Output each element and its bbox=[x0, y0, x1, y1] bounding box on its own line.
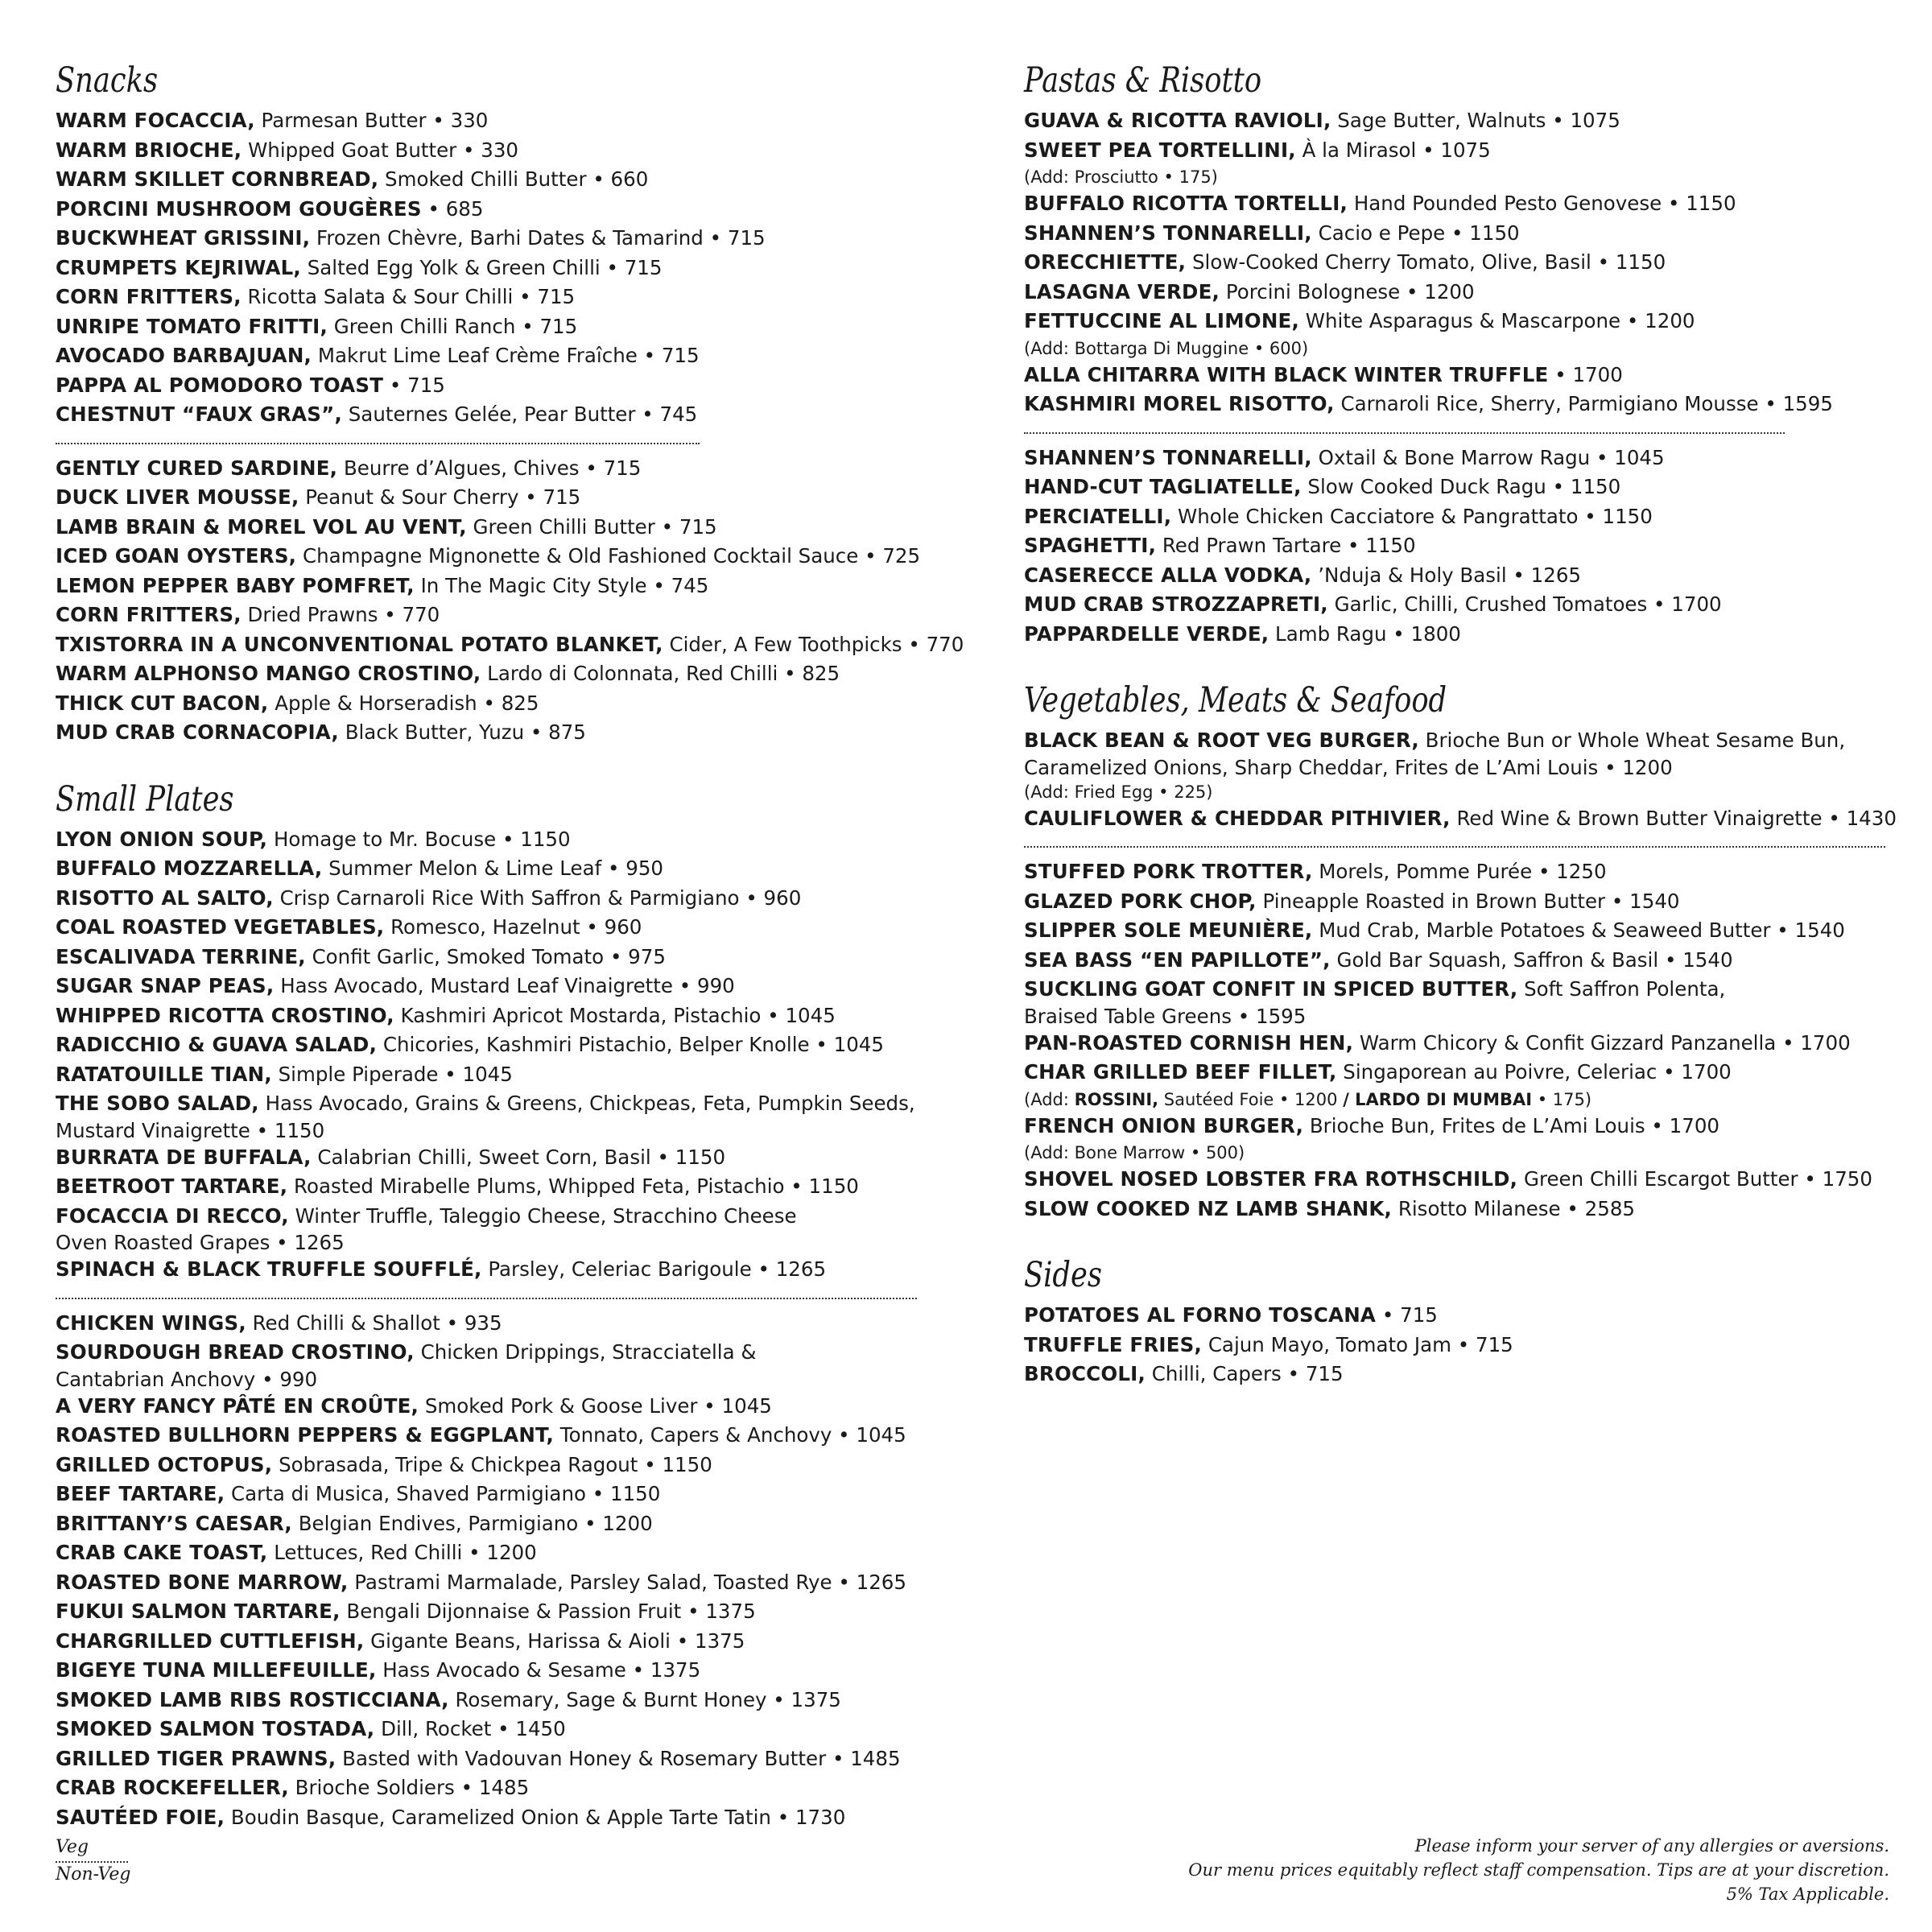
small-plates-veg-list bbox=[56, 825, 973, 1285]
dish-description-price: Apple & Horseradish • 825 bbox=[268, 691, 539, 715]
veg-nonveg-divider bbox=[56, 443, 700, 444]
menu-item bbox=[56, 283, 973, 312]
snacks-nonveg-list bbox=[56, 454, 973, 748]
dish-name: THE SOBO SALAD, bbox=[56, 1092, 259, 1115]
dish-name: BRITTANY’S CAESAR, bbox=[56, 1511, 292, 1535]
menu-item bbox=[1024, 804, 1901, 834]
addon-part: ROSSINI, bbox=[1074, 1089, 1159, 1109]
dish-name: BROCCOLI, bbox=[1024, 1362, 1146, 1385]
dish-description-continued: Oven Roasted Grapes • 1265 bbox=[56, 1231, 345, 1254]
dish-name: FOCACCIA DI RECCO, bbox=[56, 1203, 289, 1228]
dish-name: CRAB ROCKEFELLER, bbox=[56, 1776, 289, 1799]
dish-description-price: Garlic, Chilli, Crushed Tomatoes • 1700 bbox=[1327, 592, 1722, 616]
dish-description-price: Red Chilli & Shallot • 935 bbox=[246, 1311, 502, 1335]
dish-name: SMOKED LAMB RIBS ROSTICCIANA, bbox=[56, 1687, 449, 1711]
dish-description-continued: Braised Table Greens • 1595 bbox=[1024, 1004, 1307, 1028]
menu-item bbox=[1024, 946, 1901, 976]
dish-name: LYON ONION SOUP, bbox=[56, 827, 268, 851]
menu-item bbox=[56, 513, 973, 543]
dish-description-price: Cider, A Few Toothpicks • 770 bbox=[663, 632, 964, 656]
sides-list bbox=[1024, 1301, 1901, 1389]
dish-description-price: Black Butter, Yuzu • 875 bbox=[338, 720, 586, 744]
menu-item bbox=[1024, 1112, 1901, 1166]
menu-item bbox=[56, 371, 973, 401]
menu-item bbox=[56, 454, 973, 484]
dish-name: WHIPPED RICOTTA CROSTINO, bbox=[56, 1003, 394, 1027]
menu-item bbox=[1024, 390, 1901, 419]
dish-description-price: • 1700 bbox=[1548, 362, 1623, 386]
dish-name: PAPPARDELLE VERDE, bbox=[1024, 621, 1269, 646]
dish-name: GUAVA & RICOTTA RAVIOLI, bbox=[1024, 109, 1331, 132]
menu-item bbox=[56, 825, 973, 855]
addon-part: / bbox=[1343, 1089, 1349, 1109]
menu-item bbox=[1024, 1195, 1901, 1224]
menu-item bbox=[1024, 561, 1901, 591]
footnote bbox=[1188, 1834, 1889, 1906]
menu-item bbox=[1024, 307, 1901, 361]
dish-description-price: Romesco, Hazelnut • 960 bbox=[384, 915, 642, 939]
menu-item bbox=[1024, 219, 1901, 249]
menu-item bbox=[1024, 1165, 1901, 1195]
left-column bbox=[56, 55, 973, 1832]
dish-name: RISOTTO AL SALTO, bbox=[56, 886, 274, 910]
menu-item bbox=[56, 1255, 973, 1285]
legend-veg: Veg bbox=[56, 1835, 128, 1863]
dish-name: WARM BRIOCHE, bbox=[56, 138, 242, 162]
dish-description-price: Green Chilli Escargot Butter • 1750 bbox=[1517, 1167, 1872, 1191]
dish-description-price: Carnaroli Rice, Sherry, Parmigiano Mousse • 1595 bbox=[1334, 392, 1833, 415]
legend-nonveg: Non-Veg bbox=[56, 1864, 131, 1885]
menu-item bbox=[56, 943, 973, 972]
menu-item bbox=[56, 854, 973, 884]
dish-description-price: Carta di Musica, Shaved Parmigiano • 1150 bbox=[225, 1482, 661, 1505]
dish-description-price: Smoked Pork & Goose Liver • 1045 bbox=[419, 1393, 772, 1418]
dish-name: BUFFALO MOZZARELLA, bbox=[56, 857, 323, 880]
menu-item bbox=[1024, 1301, 1901, 1331]
dish-description-price: Beurre d’Algues, Chives • 715 bbox=[337, 456, 642, 480]
dish-name: CHESTNUT “FAUX GRAS”, bbox=[56, 402, 342, 426]
menu-item bbox=[56, 195, 973, 225]
menu-item bbox=[56, 1030, 973, 1060]
dish-name: SLIPPER SOLE MEUNIÈRE, bbox=[1024, 919, 1313, 942]
dish-description-price: Peanut & Sour Cherry • 715 bbox=[299, 485, 581, 509]
footnote-tax: 5% Tax Applicable. bbox=[1726, 1885, 1889, 1904]
menu-item bbox=[56, 1509, 973, 1539]
dish-name: FUKUI SALMON TARTARE, bbox=[56, 1600, 341, 1623]
dish-description-price: Salted Egg Yolk & Green Chilli • 715 bbox=[300, 255, 663, 279]
dish-name: BUFFALO RICOTTA TORTELLI, bbox=[1024, 192, 1348, 215]
menu-item bbox=[56, 659, 973, 689]
dish-description-price: Gigante Beans, Harissa & Aioli • 1375 bbox=[364, 1629, 745, 1653]
dish-name: ROASTED BULLHORN PEPPERS & EGGPLANT, bbox=[56, 1423, 554, 1447]
menu-item bbox=[56, 1656, 973, 1686]
menu-item bbox=[1024, 444, 1901, 473]
menu-item bbox=[1024, 1058, 1901, 1112]
menu-item bbox=[56, 224, 973, 254]
dish-name: RATATOUILLE TIAN, bbox=[56, 1062, 272, 1086]
menu-item bbox=[1024, 857, 1901, 887]
menu-item bbox=[56, 1143, 973, 1173]
footnote-compensation: Our menu prices equitably reflect staff compensation. Tips are at your discretion. bbox=[1188, 1860, 1889, 1880]
addon-part: • 175) bbox=[1532, 1089, 1592, 1109]
menu-item bbox=[56, 106, 973, 136]
dish-name: STUFFED PORK TROTTER, bbox=[1024, 860, 1313, 883]
menu-item bbox=[56, 884, 973, 914]
dish-description-price: Roasted Mirabelle Plums, Whipped Feta, Pistachio • 1150 bbox=[287, 1174, 859, 1198]
menu-item bbox=[56, 165, 973, 195]
dish-description-price: Kashmiri Apricot Mostarda, Pistachio • 1045 bbox=[394, 1003, 836, 1027]
footnote-allergies: Please inform your server of any allergies or aversions. bbox=[1414, 1836, 1889, 1856]
legend bbox=[56, 1835, 130, 1887]
menu-item bbox=[1024, 136, 1901, 190]
dish-addon: (Add: Fried Egg • 225) bbox=[1024, 782, 1213, 802]
addon-part: LARDO DI MUMBAI bbox=[1348, 1089, 1533, 1109]
dish-name: MUD CRAB CORNACOPIA, bbox=[56, 720, 339, 744]
dish-description-continued: Cantabrian Anchovy • 990 bbox=[56, 1367, 318, 1391]
dish-description-price: Whole Chicken Cacciatore & Pangrattato • 1150 bbox=[1171, 504, 1653, 528]
dish-description-price: Dill, Rocket • 1450 bbox=[374, 1717, 566, 1740]
dish-description-price: • 685 bbox=[421, 196, 484, 221]
menu-item bbox=[56, 1202, 973, 1256]
dish-description-price: Green Chilli Ranch • 715 bbox=[327, 314, 578, 338]
dish-description-price: Porcini Bolognese • 1200 bbox=[1220, 279, 1475, 303]
dish-description-price: Slow-Cooked Cherry Tomato, Olive, Basil • 1150 bbox=[1186, 250, 1666, 274]
menu-item bbox=[1024, 106, 1901, 136]
dish-name: WARM FOCACCIA, bbox=[56, 109, 255, 132]
dish-description-price: Rosemary, Sage & Burnt Honey • 1375 bbox=[448, 1687, 841, 1711]
dish-name: FRENCH ONION BURGER, bbox=[1024, 1113, 1304, 1137]
pastas-veg-list bbox=[1024, 106, 1901, 419]
section-title-snacks: Snacks bbox=[56, 60, 159, 101]
dish-description-price: • 715 bbox=[1376, 1303, 1438, 1327]
dish-description-price: Chilli, Capers • 715 bbox=[1146, 1362, 1344, 1385]
dish-description-price: Red Prawn Tartare • 1150 bbox=[1156, 534, 1416, 557]
dish-name: BURRATA DE BUFFALA, bbox=[56, 1145, 312, 1169]
dish-name: SEA BASS “EN PAPILLOTE”, bbox=[1024, 947, 1331, 972]
dish-addon: (Add: Bone Marrow • 500) bbox=[1024, 1143, 1245, 1162]
dish-description-price: Sobrasada, Tripe & Chickpea Ragout • 1150 bbox=[272, 1452, 712, 1476]
dish-description-price: Green Chilli Butter • 715 bbox=[466, 514, 717, 539]
dish-name: ICED GOAN OYSTERS, bbox=[56, 544, 297, 568]
dish-name: BEEF TARTARE, bbox=[56, 1482, 225, 1505]
dish-name: TRUFFLE FRIES, bbox=[1024, 1332, 1203, 1356]
dish-description-price: Belgian Endives, Parmigiano • 1200 bbox=[291, 1511, 653, 1535]
section-title-vegetables: Vegetables, Meats & Seafood bbox=[1024, 680, 1447, 720]
dish-description-price: Tonnato, Capers & Anchovy • 1045 bbox=[553, 1423, 906, 1447]
menu-item bbox=[56, 1627, 973, 1657]
dish-name: BEETROOT TARTARE, bbox=[56, 1174, 288, 1198]
small-plates-nonveg-list bbox=[56, 1309, 973, 1833]
dish-name: COAL ROASTED VEGETABLES, bbox=[56, 915, 385, 939]
menu-item bbox=[1024, 278, 1901, 308]
dish-description-price: Brioche Bun or Whole Wheat Sesame Bun, bbox=[1418, 729, 1846, 752]
dish-name: ALLA CHITARRA WITH BLACK WINTER TRUFFLE bbox=[1024, 362, 1549, 386]
dish-name: PORCINI MUSHROOM GOUGÈRES bbox=[56, 196, 422, 221]
addon-part: (Add: bbox=[1024, 1089, 1075, 1109]
dish-name: WARM SKILLET CORNBREAD, bbox=[56, 167, 379, 191]
dish-description-price: Brioche Bun, Frites de L’Ami Louis • 1700 bbox=[1303, 1113, 1720, 1137]
menu-item bbox=[1024, 531, 1901, 561]
dish-description-price: Sage Butter, Walnuts • 1075 bbox=[1331, 109, 1620, 132]
menu-item bbox=[1024, 361, 1901, 390]
dish-name: UNRIPE TOMATO FRITTI, bbox=[56, 314, 328, 338]
dish-name: SHOVEL NOSED LOBSTER FRA ROTHSCHILD, bbox=[1024, 1167, 1518, 1191]
menu-item bbox=[1024, 1360, 1901, 1389]
dish-description-price: Hass Avocado, Mustard Leaf Vinaigrette • 990 bbox=[274, 974, 735, 997]
dish-description-price: Bengali Dijonnaise & Passion Fruit • 1375 bbox=[340, 1600, 756, 1623]
dish-description-price: Risotto Milanese • 2585 bbox=[1392, 1196, 1636, 1220]
dish-name: ROASTED BONE MARROW, bbox=[56, 1570, 349, 1594]
dish-name: BIGEYE TUNA MILLEFEUILLE, bbox=[56, 1658, 377, 1682]
dish-name: KASHMIRI MOREL RISOTTO, bbox=[1024, 392, 1335, 415]
dish-name: PAN-ROASTED CORNISH HEN, bbox=[1024, 1030, 1354, 1055]
dish-name: SOURDOUGH BREAD CROSTINO, bbox=[56, 1340, 415, 1364]
menu-item bbox=[1024, 248, 1901, 278]
dish-name: CHICKEN WINGS, bbox=[56, 1311, 246, 1335]
dish-description-continued: Mustard Vinaigrette • 1150 bbox=[56, 1118, 325, 1142]
pastas-nonveg-list bbox=[1024, 444, 1901, 650]
menu-item bbox=[56, 1744, 973, 1774]
dish-description-price: Dried Prawns • 770 bbox=[241, 603, 440, 626]
dish-name: GRILLED OCTOPUS, bbox=[56, 1452, 273, 1476]
dish-description-price: Winter Truffle, Taleggio Cheese, Stracchino Cheese bbox=[288, 1203, 797, 1228]
menu-item bbox=[56, 1001, 973, 1031]
menu-item bbox=[56, 1715, 973, 1744]
dish-name: SUCKLING GOAT CONFIT IN SPICED BUTTER, bbox=[1024, 977, 1518, 1001]
dish-description-price: Cacio e Pepe • 1150 bbox=[1311, 221, 1520, 245]
dish-description-price: Gold Bar Squash, Saffron & Basil • 1540 bbox=[1330, 947, 1733, 972]
menu-item bbox=[56, 1538, 973, 1568]
menu-item bbox=[56, 1060, 973, 1090]
dish-description-price: ’Nduja & Holy Basil • 1265 bbox=[1311, 563, 1582, 587]
menu-item bbox=[1024, 502, 1901, 532]
dish-description-price: White Asparagus & Mascarpone • 1200 bbox=[1298, 309, 1695, 332]
menu-item bbox=[1024, 975, 1901, 1029]
dish-description-price: Smoked Chilli Butter • 660 bbox=[378, 167, 649, 191]
dish-description-price: Morels, Pomme Purée • 1250 bbox=[1312, 860, 1607, 883]
menu-item bbox=[56, 312, 973, 342]
menu-item bbox=[1024, 590, 1901, 620]
menu-item bbox=[56, 1597, 973, 1627]
menu-item bbox=[56, 254, 973, 283]
menu-item bbox=[56, 1089, 973, 1143]
dish-name: SPINACH & BLACK TRUFFLE SOUFFLÉ, bbox=[56, 1257, 482, 1281]
menu-item bbox=[1024, 1331, 1901, 1360]
dish-name: CAULIFLOWER & CHEDDAR PITHIVIER, bbox=[1024, 806, 1451, 830]
menu-item bbox=[56, 572, 973, 601]
dish-description-price: Pineapple Roasted in Brown Butter • 1540 bbox=[1256, 889, 1680, 913]
section-title-sides: Sides bbox=[1024, 1255, 1102, 1295]
dish-description-price: Hand Pounded Pesto Genovese • 1150 bbox=[1348, 192, 1736, 215]
menu-item bbox=[56, 1309, 973, 1339]
dish-name: CASERECCE ALLA VODKA, bbox=[1024, 563, 1312, 587]
dish-name: BLACK BEAN & ROOT VEG BURGER, bbox=[1024, 729, 1419, 752]
dish-name: LAMB BRAIN & MOREL VOL AU VENT, bbox=[56, 514, 467, 539]
menu-item bbox=[56, 400, 973, 430]
menu-item bbox=[56, 1803, 973, 1833]
dish-description-price: Crisp Carnaroli Rice With Saffron & Parmigiano • 960 bbox=[273, 886, 802, 910]
menu-item bbox=[56, 1451, 973, 1480]
dish-description-price: Hass Avocado & Sesame • 1375 bbox=[376, 1658, 701, 1682]
meats-seafood-list bbox=[1024, 857, 1901, 1224]
dish-description-price: Lamb Ragu • 1800 bbox=[1269, 621, 1461, 646]
dish-description-price: Brioche Soldiers • 1485 bbox=[288, 1776, 530, 1799]
dish-description-price: Whipped Goat Butter • 330 bbox=[242, 138, 519, 162]
dish-description-price: Simple Piperade • 1045 bbox=[271, 1062, 513, 1086]
dish-name: SLOW COOKED NZ LAMB SHANK, bbox=[1024, 1196, 1393, 1220]
dish-name: SPAGHETTI, bbox=[1024, 534, 1157, 557]
menu-item bbox=[56, 1338, 973, 1392]
dish-name: PAPPA AL POMODORO TOAST bbox=[56, 373, 384, 397]
veg-nonveg-divider bbox=[1024, 846, 1885, 848]
menu-item bbox=[1024, 726, 1901, 804]
dish-name: SHANNEN’S TONNARELLI, bbox=[1024, 445, 1312, 469]
menu-item bbox=[56, 1686, 973, 1715]
dish-description-price: Parsley, Celeriac Barigoule • 1265 bbox=[481, 1257, 827, 1281]
dish-description-price: Calabrian Chilli, Sweet Corn, Basil • 1150 bbox=[311, 1145, 726, 1169]
dish-name: POTATOES AL FORNO TOSCANA bbox=[1024, 1303, 1377, 1327]
dish-name: FETTUCCINE AL LIMONE, bbox=[1024, 309, 1299, 332]
menu-item bbox=[56, 341, 973, 371]
dish-name: ESCALIVADA TERRINE, bbox=[56, 944, 306, 968]
dish-description-price: Hass Avocado, Grains & Greens, Chickpeas, Feta, Pumpkin Seeds, bbox=[258, 1092, 915, 1115]
menu-item bbox=[56, 1773, 973, 1803]
dish-description-price: Confit Garlic, Smoked Tomato • 975 bbox=[305, 944, 666, 968]
dish-description-price: Lardo di Colonnata, Red Chilli • 825 bbox=[481, 662, 840, 685]
menu-item bbox=[56, 1392, 973, 1422]
dish-description-price: Boudin Basque, Caramelized Onion & Apple Tarte Tatin • 1730 bbox=[225, 1805, 846, 1829]
dish-name: CRUMPETS KEJRIWAL, bbox=[56, 255, 301, 279]
dish-name: CORN FRITTERS, bbox=[56, 285, 242, 308]
addon-part: Sautéed Foie • 1200 bbox=[1158, 1089, 1344, 1109]
dish-name: CORN FRITTERS, bbox=[56, 603, 242, 626]
dish-description-price: Mud Crab, Marble Potatoes & Seaweed Butter • 1540 bbox=[1312, 919, 1845, 942]
dish-description-price: Frozen Chèvre, Barhi Dates & Tamarind • 715 bbox=[310, 226, 766, 250]
dish-description-continued: Caramelized Onions, Sharp Cheddar, Frites de L’Ami Louis • 1200 bbox=[1024, 755, 1673, 779]
dish-name: SAUTÉED FOIE, bbox=[56, 1805, 225, 1829]
dish-description-price: Homage to Mr. Bocuse • 1150 bbox=[267, 827, 571, 851]
dish-name: TXISTORRA IN A UNCONVENTIONAL POTATO BLANKET, bbox=[56, 632, 663, 656]
dish-name: WARM ALPHONSO MANGO CROSTINO, bbox=[56, 662, 481, 685]
dish-description-price: À la Mirasol • 1075 bbox=[1295, 138, 1491, 162]
dish-description-price: Champagne Mignonette & Old Fashioned Cocktail Sauce • 725 bbox=[296, 544, 921, 568]
dish-addon bbox=[1024, 1088, 1901, 1112]
menu-item bbox=[56, 972, 973, 1001]
dish-addon: (Add: Bottarga Di Muggine • 600) bbox=[1024, 338, 1309, 358]
dish-description-price: Parmesan Butter • 330 bbox=[254, 109, 489, 132]
snacks-veg-list bbox=[56, 106, 973, 430]
dish-name: CRAB CAKE TOAST, bbox=[56, 1541, 268, 1564]
menu-item bbox=[1024, 887, 1901, 917]
section-title-small-plates: Small Plates bbox=[56, 778, 234, 819]
dish-description-price: Red Wine & Brown Butter Vinaigrette • 1430 bbox=[1450, 806, 1897, 830]
dish-description-price: Singaporean au Poivre, Celeriac • 1700 bbox=[1336, 1060, 1732, 1084]
dish-name: AVOCADO BARBAJUAN, bbox=[56, 344, 312, 367]
menu-item bbox=[56, 1172, 973, 1202]
dish-name: CHAR GRILLED BEEF FILLET, bbox=[1024, 1060, 1337, 1084]
dish-name: A VERY FANCY PÂTÉ EN CROÛTE, bbox=[56, 1393, 419, 1418]
menu-item bbox=[56, 1480, 973, 1509]
dish-name: GLAZED PORK CHOP, bbox=[1024, 889, 1257, 913]
menu-item bbox=[1024, 916, 1901, 946]
menu-item bbox=[56, 1421, 973, 1451]
dish-description-price: Basted with Vadouvan Honey & Rosemary Butter • 1485 bbox=[336, 1746, 901, 1770]
menu-item bbox=[56, 483, 973, 513]
dish-name: GENTLY CURED SARDINE, bbox=[56, 456, 338, 480]
dish-name: SWEET PEA TORTELLINI, bbox=[1024, 138, 1296, 162]
dish-name: DUCK LIVER MOUSSE, bbox=[56, 485, 299, 509]
menu-item bbox=[56, 689, 973, 719]
dish-description-price: Summer Melon & Lime Leaf • 950 bbox=[322, 857, 663, 880]
dish-name: SMOKED SALMON TOSTADA, bbox=[56, 1717, 375, 1740]
menu-item bbox=[56, 718, 973, 748]
dish-name: BUCKWHEAT GRISSINI, bbox=[56, 226, 311, 250]
dish-description-price: Chicken Drippings, Stracciatella & bbox=[414, 1340, 757, 1364]
dish-description-price: Warm Chicory & Confit Gizzard Panzanella • 1700 bbox=[1353, 1030, 1851, 1055]
veg-nonveg-divider bbox=[1024, 432, 1785, 434]
dish-name: ORECCHIETTE, bbox=[1024, 250, 1187, 274]
dish-description-price: In The Magic City Style • 745 bbox=[414, 573, 709, 597]
menu-item bbox=[56, 630, 973, 660]
menu-item bbox=[1024, 189, 1901, 219]
menu-item bbox=[1024, 620, 1901, 650]
veg-nonveg-divider bbox=[56, 1298, 917, 1299]
dish-description-price: Oxtail & Bone Marrow Ragu • 1045 bbox=[1311, 445, 1665, 469]
menu-item bbox=[56, 1568, 973, 1598]
menu-item bbox=[56, 542, 973, 572]
dish-name: THICK CUT BACON, bbox=[56, 691, 269, 715]
menu-item bbox=[1024, 473, 1901, 502]
section-title-pastas: Pastas & Risotto bbox=[1024, 60, 1262, 101]
dish-description-price: • 715 bbox=[383, 373, 445, 397]
dish-name: CHARGRILLED CUTTLEFISH, bbox=[56, 1629, 365, 1653]
dish-description-price: Sauternes Gelée, Pear Butter • 745 bbox=[341, 402, 698, 426]
dish-description-price: Slow Cooked Duck Ragu • 1150 bbox=[1301, 475, 1621, 498]
dish-description-price: Pastrami Marmalade, Parsley Salad, Toasted Rye • 1265 bbox=[348, 1570, 906, 1594]
menu-item bbox=[1024, 1029, 1901, 1059]
dish-name: HAND-CUT TAGLIATELLE, bbox=[1024, 475, 1302, 498]
dish-name: LEMON PEPPER BABY POMFRET, bbox=[56, 573, 415, 597]
dish-name: SHANNEN’S TONNARELLI, bbox=[1024, 221, 1312, 245]
dish-name: LASAGNA VERDE, bbox=[1024, 279, 1220, 303]
dish-description-price: Soft Saffron Polenta, bbox=[1517, 977, 1726, 1001]
dish-name: PERCIATELLI, bbox=[1024, 504, 1172, 528]
dish-name: MUD CRAB STROZZAPRETI, bbox=[1024, 592, 1328, 616]
menu-item bbox=[56, 136, 973, 166]
right-column bbox=[1024, 55, 1901, 1389]
dish-description-price: Chicories, Kashmiri Pistachio, Belper Knolle • 1045 bbox=[377, 1033, 884, 1056]
dish-description-price: Makrut Lime Leaf Crème Fraîche • 715 bbox=[312, 344, 700, 367]
dish-description-price: Lettuces, Red Chilli • 1200 bbox=[267, 1541, 537, 1564]
dish-description-price: Cajun Mayo, Tomato Jam • 715 bbox=[1202, 1332, 1513, 1356]
vegetables-veg-list bbox=[1024, 726, 1901, 833]
menu-item bbox=[56, 913, 973, 943]
dish-description-price: Ricotta Salata & Sour Chilli • 715 bbox=[241, 285, 576, 308]
menu-item bbox=[56, 601, 973, 630]
dish-name: GRILLED TIGER PRAWNS, bbox=[56, 1746, 336, 1770]
dish-addon: (Add: Prosciutto • 175) bbox=[1024, 167, 1218, 187]
dish-name: SUGAR SNAP PEAS, bbox=[56, 974, 275, 997]
dish-name: RADICCHIO & GUAVA SALAD, bbox=[56, 1033, 378, 1056]
